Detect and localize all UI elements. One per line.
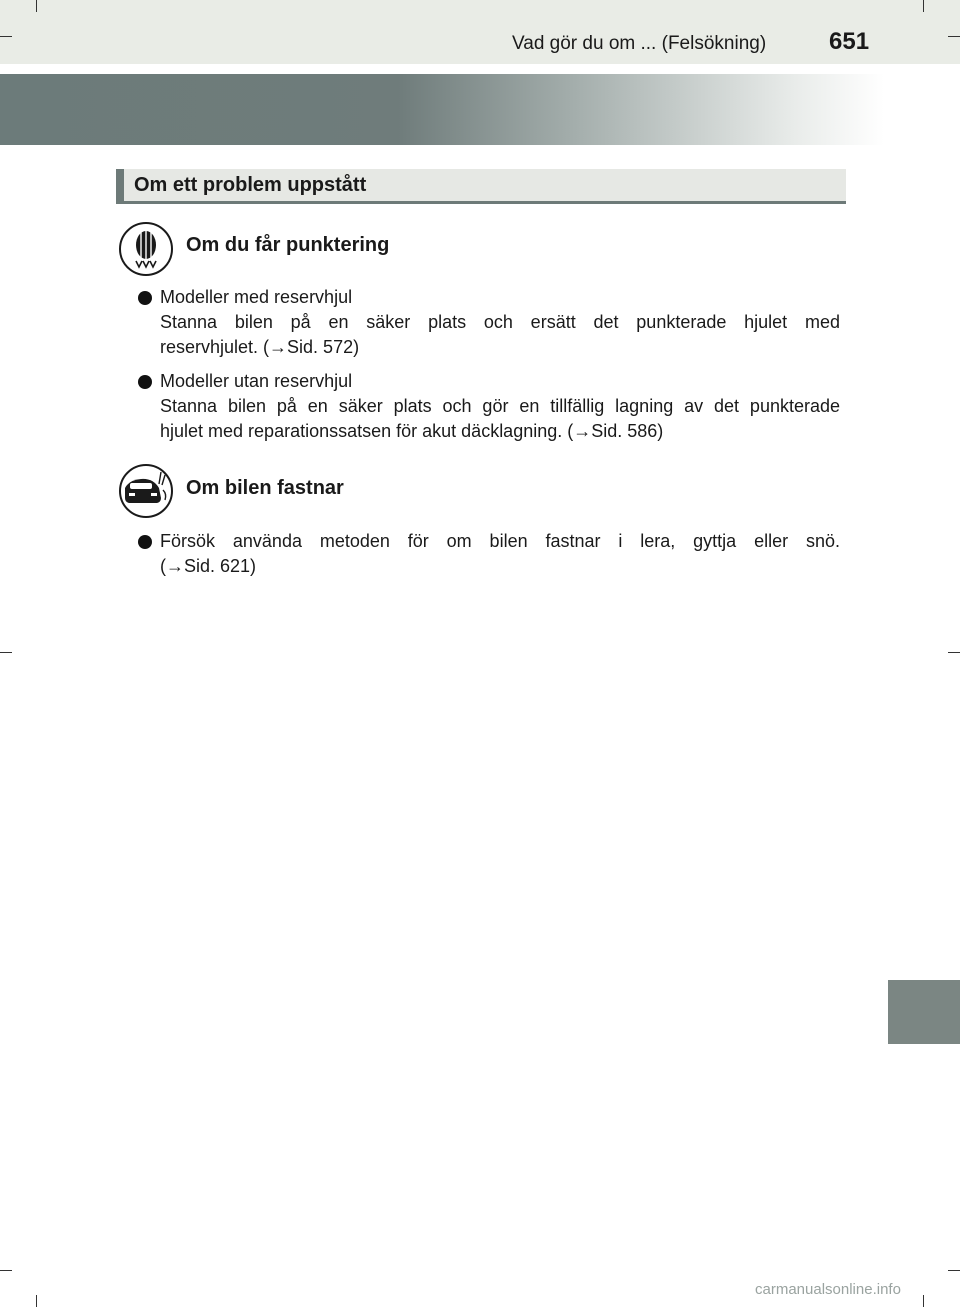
crop-mark — [0, 652, 12, 653]
item-text-line: Stanna bilen på en säker plats och gör en tillfällig lagning av det punkterade — [160, 396, 840, 416]
watermark: carmanualsonline.info — [755, 1281, 901, 1298]
crop-mark — [948, 652, 960, 653]
item-text-line: reservhjulet. (→Sid. 572) — [160, 337, 360, 357]
header-title: Vad gör du om ... (Felsökning) — [512, 33, 767, 54]
subheading-puncture: Om du får punktering — [186, 234, 390, 256]
section-accent — [116, 169, 124, 204]
tire-icon — [119, 222, 173, 276]
bullet — [138, 375, 152, 389]
section-bar — [116, 169, 846, 204]
crop-mark — [0, 1270, 12, 1271]
bullet — [138, 291, 152, 305]
crop-mark — [923, 0, 924, 12]
subheading-stuck: Om bilen fastnar — [186, 477, 344, 499]
chapter-side-tab — [888, 980, 960, 1044]
chapter-banner — [0, 74, 884, 145]
item-text-line: hjulet med reparationssatsen för akut däcklagning. (→Sid. 586) — [160, 421, 664, 441]
crop-mark — [0, 36, 12, 37]
crop-mark — [948, 36, 960, 37]
crop-mark — [36, 1295, 37, 1307]
crop-mark — [948, 1270, 960, 1271]
item-text-line: Försök använda metoden för om bilen fastnar i lera, gyttja eller snö. — [160, 531, 840, 551]
page-number: 651 — [829, 28, 870, 55]
item-text-line: Stanna bilen på en säker plats och ersätt det punkterade hjulet med — [160, 312, 840, 332]
bullet — [138, 535, 152, 549]
crop-mark — [36, 0, 37, 12]
stuck-car-icon — [119, 464, 173, 518]
item-text-line: (→Sid. 621) — [160, 556, 257, 576]
section-title: Om ett problem uppstått — [134, 174, 367, 196]
item-title: Modeller med reservhjul — [160, 287, 353, 307]
item-title: Modeller utan reservhjul — [160, 371, 353, 391]
crop-mark — [923, 1295, 924, 1307]
header-strip — [0, 0, 960, 64]
